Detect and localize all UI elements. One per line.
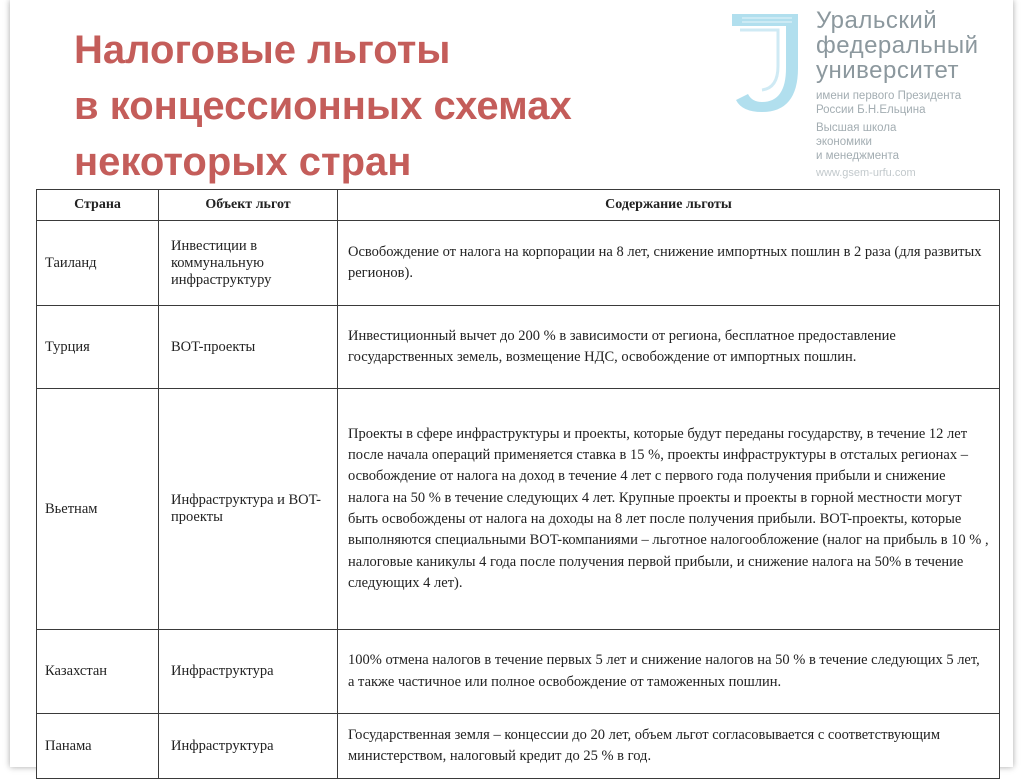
cell-country: Казахстан <box>37 630 159 714</box>
cell-content: Освобождение от налога на корпорации на 8 лет, снижение импортных пошлин в 2 раза (для развитых регионов). <box>338 221 1000 306</box>
logo-school-line: и менеджмента <box>816 150 900 162</box>
tax-benefits-table <box>36 189 1000 779</box>
cell-object: BOT-проекты <box>159 306 338 389</box>
slide-title <box>74 22 674 190</box>
cell-object: Инфраструктура и BOT-проекты <box>159 389 338 630</box>
header-country: Страна <box>37 190 159 221</box>
cell-country: Вьетнам <box>37 389 159 630</box>
logo-sub-line: России Б.Н.Ельцина <box>816 104 926 116</box>
title-line: Налоговые льготы <box>74 28 451 72</box>
table-row <box>37 306 1000 389</box>
slide <box>10 0 1013 767</box>
logo-url: www.gsem-urfu.com <box>816 167 916 179</box>
logo-name-line: университет <box>816 57 960 84</box>
table-row <box>37 221 1000 306</box>
table-row <box>37 630 1000 714</box>
cell-object: Инвестиции в коммунальную инфраструктуру <box>159 221 338 306</box>
title-line: в концессионных схемах <box>74 84 572 128</box>
header-object: Объект льгот <box>159 190 338 221</box>
logo-school-line: экономики <box>816 136 872 148</box>
university-logo <box>728 8 1008 198</box>
cell-country: Панама <box>37 714 159 779</box>
table-row <box>37 389 1000 630</box>
logo-name-line: Уральский <box>816 7 938 34</box>
logo-name-line: федеральный <box>816 32 979 59</box>
cell-content: Государственная земля – концессии до 20 лет, объем льгот согласовывается с соответствующим министерством, налоговый кредит до 25 % в год. <box>338 714 1000 779</box>
cell-content: 100% отмена налогов в течение первых 5 лет и снижение налогов на 50 % в течение следующих 5 лет, а также частичное или полное освобождение от таможенных пошлин. <box>338 630 1000 714</box>
title-line: некоторых стран <box>74 140 412 184</box>
cell-object: Инфраструктура <box>159 714 338 779</box>
header-content: Содержание льготы <box>338 190 1000 221</box>
table-header-row <box>37 190 1000 221</box>
logo-sub-line: имени первого Президента <box>816 90 962 102</box>
cell-content: Проекты в сфере инфраструктуры и проекты, которые будут переданы государству, в течение 12 лет после начала операций применяется ставка в 15 %, проекты инфраструктуры в отсталых регионах – освобождение от налога на доход в течение 4 лет с первого года получения прибыли и снижение налога на 50 % в течение следующих 4 лет. Крупные проекты и проекты в горной местности могут быть освобождены от налога на доходы на 8 лет после получения прибыли. BOT-проекты, которые выполняются специальными BOT-компаниями – льготное налогообложение (налог на прибыль в 10 % , налоговые каникулы 4 года после получения первой прибыли, и снижение налога на 50% в течение следующих 4 лет). <box>338 389 1000 630</box>
urfu-logo-icon <box>728 8 808 128</box>
cell-country: Турция <box>37 306 159 389</box>
logo-text <box>816 8 1006 179</box>
cell-country: Таиланд <box>37 221 159 306</box>
table-row <box>37 714 1000 779</box>
cell-object: Инфраструктура <box>159 630 338 714</box>
cell-content: Инвестиционный вычет до 200 % в зависимости от региона, бесплатное предоставление государственных земель, возмещение НДС, освобождение от импортных пошлин. <box>338 306 1000 389</box>
logo-school-line: Высшая школа <box>816 122 897 134</box>
